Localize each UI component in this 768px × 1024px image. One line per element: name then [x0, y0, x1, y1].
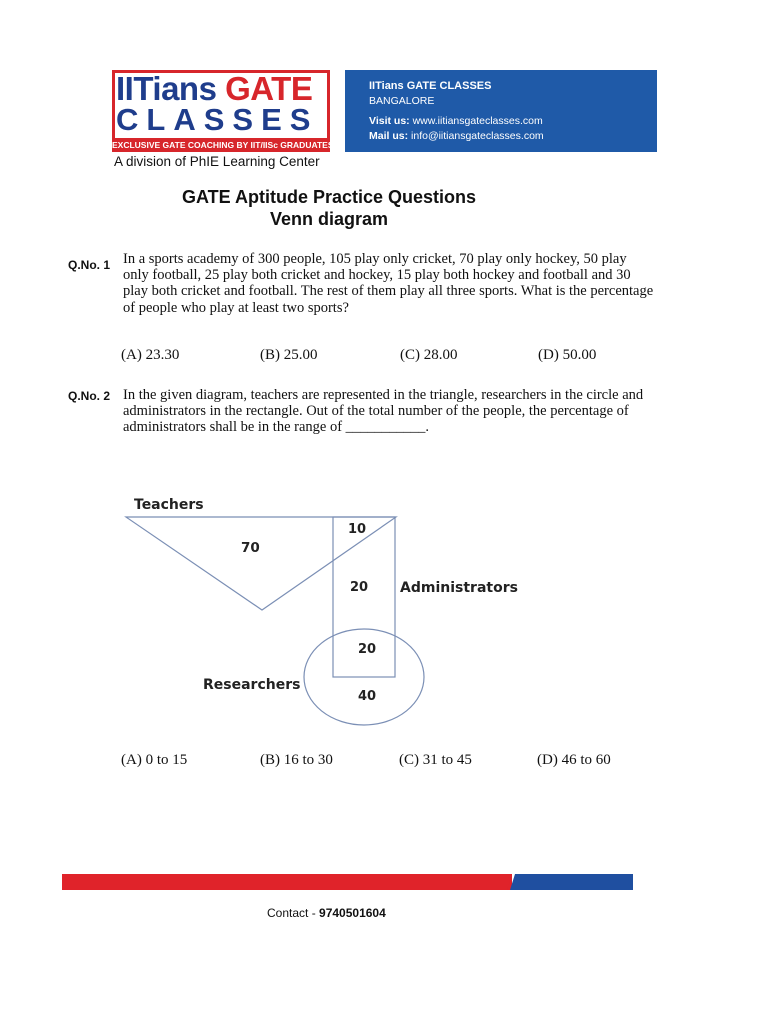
label-researchers: Researchers	[203, 677, 301, 693]
value-admin-researchers: 20	[358, 642, 377, 657]
question-2-line: administrators shall be in the range of ___________.	[123, 419, 430, 436]
question-2-line: In the given diagram, teachers are represented in the triangle, researchers in the circle and	[123, 387, 644, 403]
question-1-option-b: (B) 25.00	[260, 347, 318, 363]
info-mail: Mail us: info@iitiansgateclasses.com	[369, 130, 544, 142]
value-researchers-only: 40	[358, 689, 377, 704]
page-subtitle: Venn diagram	[269, 209, 389, 229]
contact-label: Contact -	[267, 906, 316, 920]
label-administrators: Administrators	[400, 580, 518, 596]
question-1-line: In a sports academy of 300 people, 105 play only cricket, 70 play only hockey, 50 play	[123, 251, 627, 267]
logo-gate: GATE	[225, 70, 313, 107]
logo-iitians: IITians	[116, 70, 217, 107]
contact-number[interactable]: 9740501604	[319, 906, 386, 920]
question-1-line: only football, 25 play both cricket and hockey, 15 play both hockey and football and 30	[123, 267, 631, 284]
info-name: IITians GATE CLASSES	[369, 80, 492, 92]
question-2-option-c: (C) 31 to 45	[399, 752, 472, 768]
question-1-line: play both cricket and football. The rest of them play all three sports. What is the percentage	[123, 283, 654, 300]
label-teachers: Teachers	[134, 497, 204, 513]
question-2-option-d: (D) 46 to 60	[537, 752, 611, 768]
value-admin-only: 20	[350, 580, 369, 595]
question-1-number: Q.No. 1	[68, 258, 111, 272]
website-link[interactable]: www.iitiansgateclasses.com	[412, 115, 543, 127]
footer-bar-red	[62, 874, 512, 890]
question-1-line: of people who play at least two sports?	[123, 299, 349, 316]
email-link[interactable]: info@iitiansgateclasses.com	[411, 130, 544, 142]
value-teachers-admin: 10	[348, 522, 367, 537]
logo-line2: CLASSES	[116, 102, 319, 137]
question-2-line: administrators in the rectangle. Out of the total number of the people, the percentage of	[123, 403, 629, 420]
logo-subtitle: A division of PhIE Learning Center	[114, 154, 320, 169]
page-title: GATE Aptitude Practice Questions	[181, 187, 477, 207]
footer-contact	[267, 906, 386, 920]
info-visit: Visit us: www.iitiansgateclasses.com	[369, 115, 543, 127]
logo-tagline: EXCLUSIVE GATE COACHING BY IIT/IISc GRADUATES	[112, 140, 334, 150]
question-2-number: Q.No. 2	[68, 389, 111, 403]
question-1-option-a: (A) 23.30	[121, 347, 180, 363]
info-city: BANGALORE	[369, 95, 435, 107]
question-1-option-d: (D) 50.00	[538, 347, 597, 363]
question-2-option-b: (B) 16 to 30	[260, 752, 333, 768]
question-2-option-a: (A) 0 to 15	[121, 752, 188, 768]
footer-bar-blue	[517, 874, 633, 890]
question-1-option-c: (C) 28.00	[400, 347, 458, 363]
value-teachers-only: 70	[241, 540, 260, 556]
